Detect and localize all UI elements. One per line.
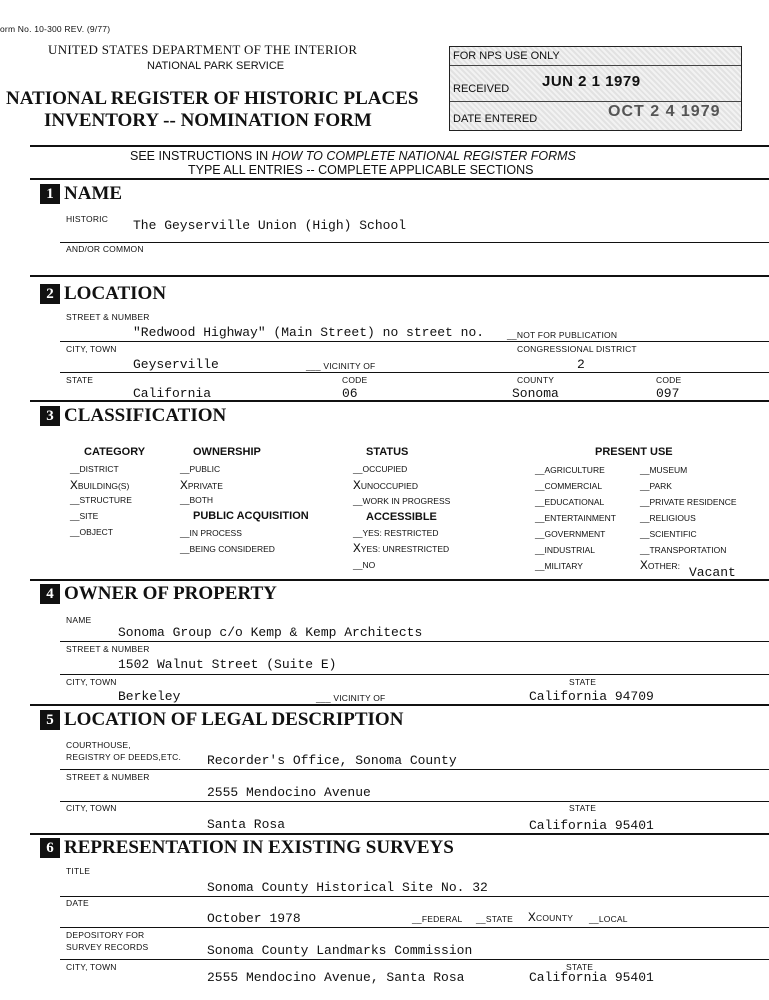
use-military: __MILITARY	[535, 561, 583, 571]
survey-federal: __FEDERAL	[412, 914, 463, 924]
use-government: __GOVERNMENT	[535, 529, 606, 539]
use-museum: __MUSEUM	[640, 465, 688, 475]
location-county-value: Sonoma	[512, 386, 559, 401]
category-heading: CATEGORY	[84, 446, 146, 458]
owner-city-label: CITY, TOWN	[66, 677, 117, 687]
legal-street-label: STREET & NUMBER	[66, 772, 150, 782]
category-district: __DISTRICT	[70, 464, 119, 474]
status-heading: STATUS	[366, 446, 409, 458]
survey-county: XCOUNTY	[528, 910, 574, 925]
location-code-label: CODE	[342, 375, 368, 385]
date-entered-label: DATE ENTERED	[453, 113, 538, 125]
accessible-restricted: __YES: RESTRICTED	[353, 528, 439, 538]
section-title-classification: CLASSIFICATION	[64, 405, 227, 426]
ownership-public: __PUBLIC	[180, 464, 221, 474]
public-acquisition-heading: PUBLIC ACQUISITION	[193, 510, 309, 522]
section-number-6: 6	[40, 838, 60, 858]
location-city-value: Geyserville	[133, 357, 219, 372]
section-title-location: LOCATION	[64, 283, 167, 304]
use-other-value: Vacant	[689, 565, 736, 580]
category-object: __OBJECT	[70, 527, 113, 537]
section-number-4: 4	[40, 584, 60, 604]
location-vicinity: ___ VICINITY OF	[306, 361, 376, 371]
owner-vicinity: ___ VICINITY OF	[316, 693, 386, 703]
owner-street-value: 1502 Walnut Street (Suite E)	[118, 657, 337, 672]
instructions-line1: SEE INSTRUCTIONS IN HOW TO COMPLETE NATIONAL REGISTER FORMS	[130, 149, 576, 163]
survey-state-label: STATE	[566, 962, 594, 972]
received-stamp: JUN 2 1 1979	[542, 73, 641, 90]
use-agriculture: __AGRICULTURE	[535, 465, 605, 475]
form-title-line2: INVENTORY -- NOMINATION FORM	[44, 110, 372, 131]
location-county-label: COUNTY	[517, 375, 555, 385]
location-city-label: CITY, TOWN	[66, 344, 117, 354]
present-use-heading: PRESENT USE	[595, 446, 673, 458]
location-street-label: STREET & NUMBER	[66, 312, 150, 322]
ownership-heading: OWNERSHIP	[193, 446, 261, 458]
section-title-owner: OWNER OF PROPERTY	[64, 583, 277, 604]
use-park: __PARK	[640, 481, 672, 491]
category-buildings-mark: X	[70, 478, 78, 493]
form-title-line1: NATIONAL REGISTER OF HISTORIC PLACES	[6, 88, 419, 109]
ownership-both: __BOTH	[180, 495, 214, 505]
ownership-private: XPRIVATE	[180, 478, 223, 493]
use-transportation: __TRANSPORTATION	[640, 545, 727, 555]
service-heading: NATIONAL PARK SERVICE	[147, 60, 285, 72]
section-number-1: 1	[40, 184, 60, 204]
received-label: RECEIVED	[453, 83, 510, 95]
survey-state: __STATE	[476, 914, 513, 924]
nps-box-heading: FOR NPS USE ONLY	[453, 50, 560, 62]
survey-title-value: Sonoma County Historical Site No. 32	[207, 880, 488, 895]
survey-county-mark: X	[528, 910, 537, 925]
common-label: AND/OR COMMON	[66, 244, 144, 254]
category-buildings: XBUILDING(S)	[70, 478, 130, 493]
category-site: __SITE	[70, 511, 99, 521]
section-title-surveys: REPRESENTATION IN EXISTING SURVEYS	[64, 837, 454, 858]
survey-title-label: TITLE	[66, 866, 91, 876]
congressional-district-label: CONGRESSIONAL DISTRICT	[517, 344, 637, 354]
status-unoccupied: XUNOCCUPIED	[353, 478, 418, 493]
location-state-label: STATE	[66, 375, 94, 385]
section-title-legal-description: LOCATION OF LEGAL DESCRIPTION	[64, 709, 404, 730]
courthouse-label: COURTHOUSE,	[66, 740, 131, 750]
status-occupied: __OCCUPIED	[353, 464, 408, 474]
use-other-mark: X	[640, 558, 648, 573]
accessible-no: __NO	[353, 560, 376, 570]
registry-label: REGISTRY OF DEEDS,ETC.	[66, 752, 182, 762]
legal-state-label: STATE	[569, 803, 597, 813]
department-heading: UNITED STATES DEPARTMENT OF THE INTERIOR	[48, 42, 358, 57]
historic-label: HISTORIC	[66, 214, 109, 224]
depository-value: Sonoma County Landmarks Commission	[207, 943, 473, 958]
survey-date-value: October 1978	[207, 911, 301, 926]
use-private-residence: __PRIVATE RESIDENCE	[640, 497, 737, 507]
use-entertainment: __ENTERTAINMENT	[535, 513, 616, 523]
congressional-district-value: 2	[577, 357, 585, 372]
survey-date-label: DATE	[66, 898, 89, 908]
ownership-private-mark: X	[180, 478, 188, 493]
use-educational: __EDUCATIONAL	[535, 497, 605, 507]
survey-local: __LOCAL	[589, 914, 628, 924]
survey-city-label: CITY, TOWN	[66, 962, 117, 972]
use-commercial: __COMMERCIAL	[535, 481, 603, 491]
form-number: orm No. 10-300 REV. (9/77)	[0, 24, 111, 34]
section-number-5: 5	[40, 710, 60, 730]
owner-name-value: Sonoma Group c/o Kemp & Kemp Architects	[118, 625, 423, 640]
survey-city-value: 2555 Mendocino Avenue, Santa Rosa	[207, 970, 465, 985]
nps-use-only-box	[449, 46, 742, 131]
survey-state-value: California 95401	[529, 970, 654, 985]
location-state-value: California	[133, 386, 212, 401]
owner-city-value: Berkeley	[118, 689, 181, 704]
section-number-2: 2	[40, 284, 60, 304]
location-street-value: "Redwood Highway" (Main Street) no street no.	[133, 325, 485, 340]
date-entered-stamp: OCT 2 4 1979	[608, 103, 721, 120]
legal-street-value: 2555 Mendocino Avenue	[207, 785, 371, 800]
owner-state-value: California 94709	[529, 689, 654, 704]
use-other: XOTHER:	[640, 558, 680, 573]
legal-city-value: Santa Rosa	[207, 817, 286, 832]
depository-label-1: DEPOSITORY FOR	[66, 930, 145, 940]
legal-state-value: California 95401	[529, 818, 654, 833]
owner-street-label: STREET & NUMBER	[66, 644, 150, 654]
use-industrial: __INDUSTRIAL	[535, 545, 595, 555]
owner-name-label: NAME	[66, 615, 92, 625]
accessible-unrestricted-mark: X	[353, 541, 361, 556]
use-religious: __RELIGIOUS	[640, 513, 696, 523]
legal-city-label: CITY, TOWN	[66, 803, 117, 813]
accessible-unrestricted: XYES: UNRESTRICTED	[353, 541, 450, 556]
section-number-3: 3	[40, 406, 60, 426]
section-title-name: NAME	[64, 183, 123, 204]
status-unoccupied-mark: X	[353, 478, 361, 493]
location-code2-value: 097	[656, 386, 680, 401]
location-code-value: 06	[342, 386, 358, 401]
owner-state-label: STATE	[569, 677, 597, 687]
historic-value: The Geyserville Union (High) School	[133, 218, 407, 233]
depository-label-2: SURVEY RECORDS	[66, 942, 149, 952]
acquisition-being-considered: __BEING CONSIDERED	[180, 544, 275, 554]
accessible-heading: ACCESSIBLE	[366, 511, 437, 523]
acquisition-in-process: __IN PROCESS	[180, 528, 242, 538]
status-work-in-progress: __WORK IN PROGRESS	[353, 496, 451, 506]
location-code2-label: CODE	[656, 375, 682, 385]
registry-value: Recorder's Office, Sonoma County	[207, 753, 457, 768]
not-for-publication: __NOT FOR PUBLICATION	[507, 330, 618, 340]
category-structure: __STRUCTURE	[70, 495, 132, 505]
instructions-line2: TYPE ALL ENTRIES -- COMPLETE APPLICABLE SECTIONS	[188, 163, 534, 177]
use-scientific: __SCIENTIFIC	[640, 529, 697, 539]
